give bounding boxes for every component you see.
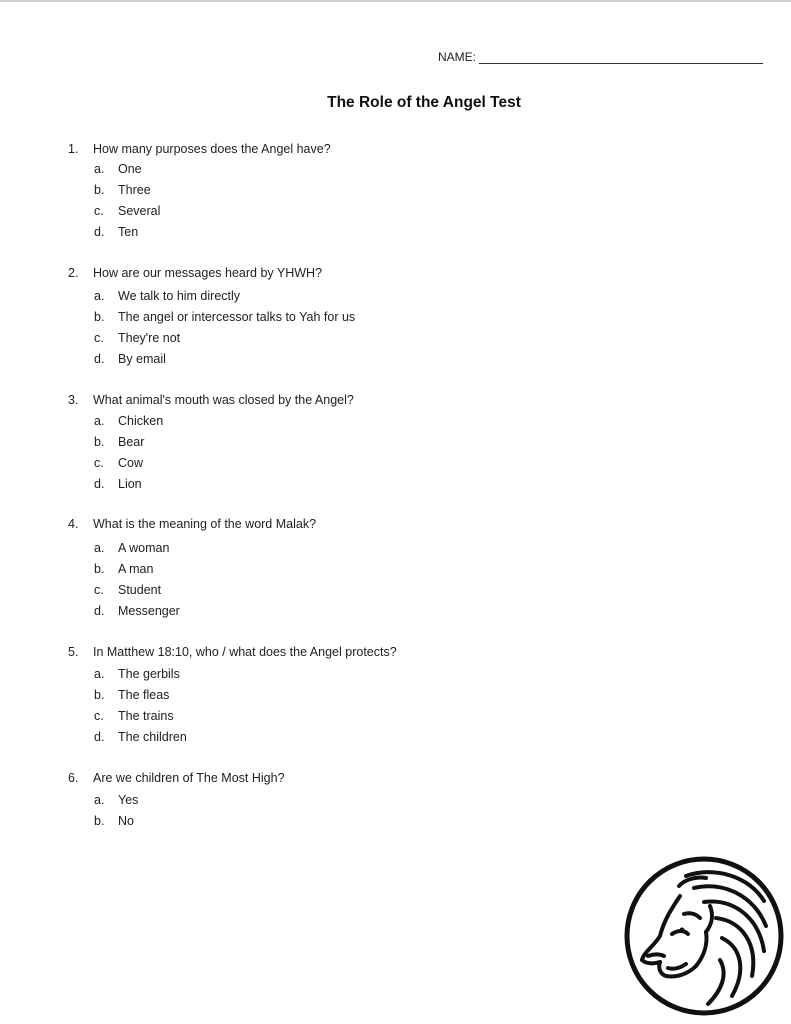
option-letter: c. xyxy=(94,583,104,597)
option-letter: c. xyxy=(94,456,104,470)
question-number: 4. xyxy=(68,517,79,531)
option-letter: a. xyxy=(94,162,105,176)
options-5 xyxy=(94,664,187,748)
option-letter: c. xyxy=(94,204,104,218)
page-title: The Role of the Angel Test xyxy=(327,94,521,111)
options-6 xyxy=(94,790,138,832)
question-text: Are we children of The Most High? xyxy=(93,771,285,785)
question-number: 3. xyxy=(68,393,79,407)
option-5d[interactable] xyxy=(94,727,187,748)
option-6a[interactable] xyxy=(94,790,138,811)
option-letter: a. xyxy=(94,541,105,555)
lion-head-icon xyxy=(624,856,784,1016)
question-text: How are our messages heard by YHWH? xyxy=(93,266,323,280)
question-4 xyxy=(68,517,316,531)
option-1d[interactable] xyxy=(94,222,160,243)
option-letter: c. xyxy=(94,709,104,723)
question-text: What is the meaning of the word Malak? xyxy=(93,517,317,531)
option-text: By email xyxy=(118,352,166,366)
option-letter: c. xyxy=(94,331,104,345)
option-text: The children xyxy=(118,730,187,744)
option-letter: d. xyxy=(94,225,105,239)
option-letter: b. xyxy=(94,310,105,324)
option-letter: b. xyxy=(94,688,105,702)
question-1 xyxy=(68,142,331,156)
option-5c[interactable] xyxy=(94,706,187,727)
option-letter: b. xyxy=(94,562,105,576)
options-1 xyxy=(94,159,160,243)
option-4d[interactable] xyxy=(94,601,180,622)
option-text: Messenger xyxy=(118,604,180,618)
top-border xyxy=(0,0,791,2)
option-text: No xyxy=(118,814,134,828)
option-letter: d. xyxy=(94,730,105,744)
options-3 xyxy=(94,411,163,495)
option-text: Several xyxy=(118,204,161,218)
question-2 xyxy=(68,266,322,280)
option-text: Cow xyxy=(118,456,144,470)
option-6b[interactable] xyxy=(94,811,138,832)
option-letter: d. xyxy=(94,604,105,618)
options-4 xyxy=(94,538,180,622)
name-label: NAME: xyxy=(438,50,477,64)
question-number: 5. xyxy=(68,645,79,659)
name-underline[interactable] xyxy=(479,50,763,64)
question-text: What animal's mouth was closed by the Angel? xyxy=(93,393,354,407)
option-text: The gerbils xyxy=(118,667,180,681)
option-letter: a. xyxy=(94,414,105,428)
question-number: 6. xyxy=(68,771,79,785)
option-text: Chicken xyxy=(118,414,164,428)
option-letter: d. xyxy=(94,352,105,366)
question-6 xyxy=(68,771,285,785)
option-1c[interactable] xyxy=(94,201,160,222)
question-3 xyxy=(68,393,354,407)
option-3b[interactable] xyxy=(94,432,163,453)
option-4b[interactable] xyxy=(94,559,180,580)
option-text: We talk to him directly xyxy=(118,289,241,303)
option-5b[interactable] xyxy=(94,685,187,706)
option-letter: a. xyxy=(94,793,105,807)
option-text: Yes xyxy=(118,793,139,807)
question-text: In Matthew 18:10, who / what does the Angel protects? xyxy=(93,645,397,659)
options-2 xyxy=(94,286,355,370)
option-text: One xyxy=(118,162,142,176)
option-4c[interactable] xyxy=(94,580,180,601)
option-text: Lion xyxy=(118,477,142,491)
option-text: A man xyxy=(118,562,154,576)
option-text: Ten xyxy=(118,225,139,239)
option-2d[interactable] xyxy=(94,349,355,370)
option-letter: b. xyxy=(94,435,105,449)
option-1a[interactable] xyxy=(94,159,160,180)
option-text: Three xyxy=(118,183,151,197)
option-text: They're not xyxy=(118,331,181,345)
question-5 xyxy=(68,645,397,659)
option-letter: a. xyxy=(94,289,105,303)
option-text: The fleas xyxy=(118,688,170,702)
option-text: Bear xyxy=(118,435,145,449)
option-letter: b. xyxy=(94,183,105,197)
option-3a[interactable] xyxy=(94,411,163,432)
question-number: 2. xyxy=(68,266,79,280)
option-text: Student xyxy=(118,583,162,597)
option-letter: a. xyxy=(94,667,105,681)
option-1b[interactable] xyxy=(94,180,160,201)
option-4a[interactable] xyxy=(94,538,180,559)
option-text: The angel or intercessor talks to Yah for us xyxy=(118,310,356,324)
option-5a[interactable] xyxy=(94,664,187,685)
option-2b[interactable] xyxy=(94,307,355,328)
option-3c[interactable] xyxy=(94,453,163,474)
option-text: A woman xyxy=(118,541,170,555)
option-3d[interactable] xyxy=(94,474,163,495)
option-letter: b. xyxy=(94,814,105,828)
name-field[interactable] xyxy=(438,50,763,64)
option-text: The trains xyxy=(118,709,174,723)
option-letter: d. xyxy=(94,477,105,491)
question-text: How many purposes does the Angel have? xyxy=(93,142,331,156)
option-2a[interactable] xyxy=(94,286,355,307)
option-2c[interactable] xyxy=(94,328,355,349)
question-number: 1. xyxy=(68,142,79,156)
